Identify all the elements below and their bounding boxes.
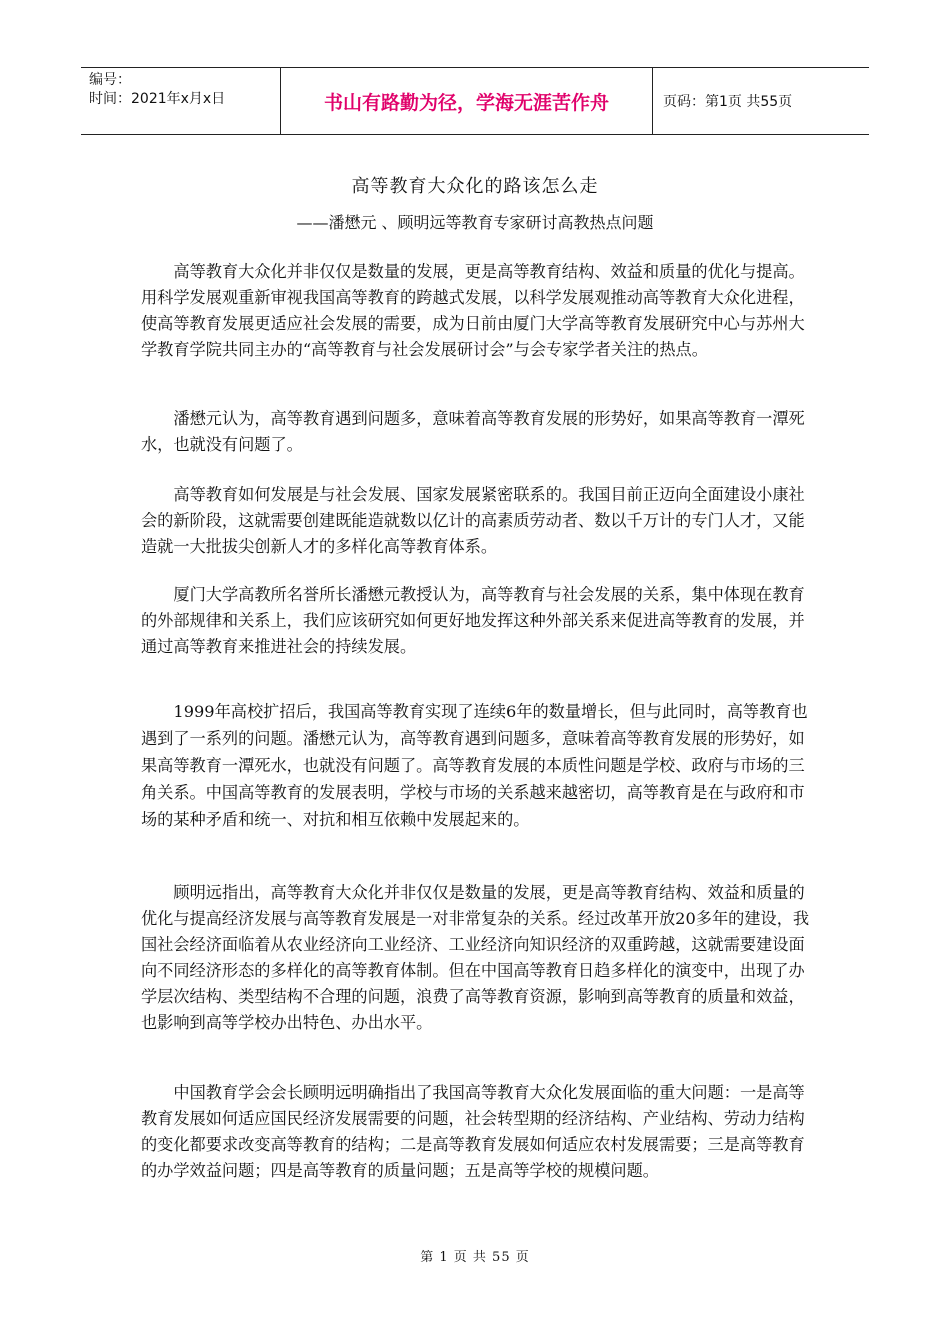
page-footer: 第 1 页 共 55 页	[420, 1250, 530, 1265]
document-number-label: 编号：	[89, 72, 131, 88]
paragraph: 1999年高校扩招后，我国高等教育实现了连续6年的数量增长，但与此同时，高等教育也遇到了一系列的问题。潘懋元认为，高等教育遇到问题多，意味着高等教育发展的形势好，如果高等教育一潭死水，也就没有问题了。高等教育发展的本质性问题是学校、政府与市场的三角关系。中国高等教育的发展表明，学校与市场的关系越来越密切，高等教育是在与政府和市场的某种矛盾和统一、对抗和相互依赖中发展起来的。	[141, 702, 808, 829]
paragraph: 高等教育大众化并非仅仅是数量的发展，更是高等教育结构、效益和质量的优化与提高。用科学发展观重新审视我国高等教育的跨越式发展，以科学发展观推动高等教育大众化进程，使高等教育发展更适应社会发展的需要，成为日前由厦门大学高等教育发展研究中心与苏州大学教育学院共同主办的“高等教育与社会发展研讨会”与会专家学者关注的热点。	[141, 262, 805, 359]
paragraph: 厦门大学高教所名誉所长潘懋元教授认为，高等教育与社会发展的关系，集中体现在教育的外部规律和关系上，我们应该研究如何更好地发挥这种外部关系来促进高等教育的发展，并通过高等教育来推进社会的持续发展。	[141, 585, 805, 656]
header-motto: 书山有路勤为径，学海无涯苦作舟	[281, 68, 653, 134]
document-header	[81, 67, 869, 135]
paragraph: 潘懋元认为，高等教育遇到问题多，意味着高等教育发展的形势好，如果高等教育一潭死水，也就没有问题了。	[141, 409, 805, 454]
header-page-label: 页码：第1页 共55页	[663, 94, 793, 110]
document-date-label: 时间：2021年x月x日	[89, 91, 226, 107]
article-subtitle: ——潘懋元 、顾明远等教育专家研讨高教热点问题	[296, 213, 654, 232]
paragraph: 顾明远指出，高等教育大众化并非仅仅是数量的发展，更是高等教育结构、效益和质量的优化与提高经济发展与高等教育发展是一对非常复杂的关系。经过改革开放20多年的建设，我国社会经济面临着从农业经济向工业经济、工业经济向知识经济的双重跨越，这就需要建设面向不同经济形态的多样化的高等教育体制。但在中国高等教育日趋多样化的演变中，出现了办学层次结构、类型结构不合理的问题，浪费了高等教育资源，影响到高等教育的质量和效益，也影响到高等学校办出特色、办出水平。	[141, 883, 810, 1032]
article-title: 高等教育大众化的路该怎么走	[351, 176, 599, 197]
header-meta	[81, 68, 281, 134]
paragraph: 高等教育如何发展是与社会发展、国家发展紧密联系的。我国目前正迈向全面建设小康社会的新阶段，这就需要创建既能造就数以亿计的高素质劳动者、数以千万计的专门人才，又能造就一大批拔尖创新人才的多样化高等教育体系。	[141, 485, 805, 556]
paragraph: 中国教育学会会长顾明远明确指出了我国高等教育大众化发展面临的重大问题：一是高等教育发展如何适应国民经济发展需要的问题，社会转型期的经济结构、产业结构、劳动力结构的变化都要求改变高等教育的结构；二是高等教育发展如何适应农村发展需要；三是高等教育的办学效益问题；四是高等教育的质量问题；五是高等学校的规模问题。	[141, 1083, 805, 1180]
